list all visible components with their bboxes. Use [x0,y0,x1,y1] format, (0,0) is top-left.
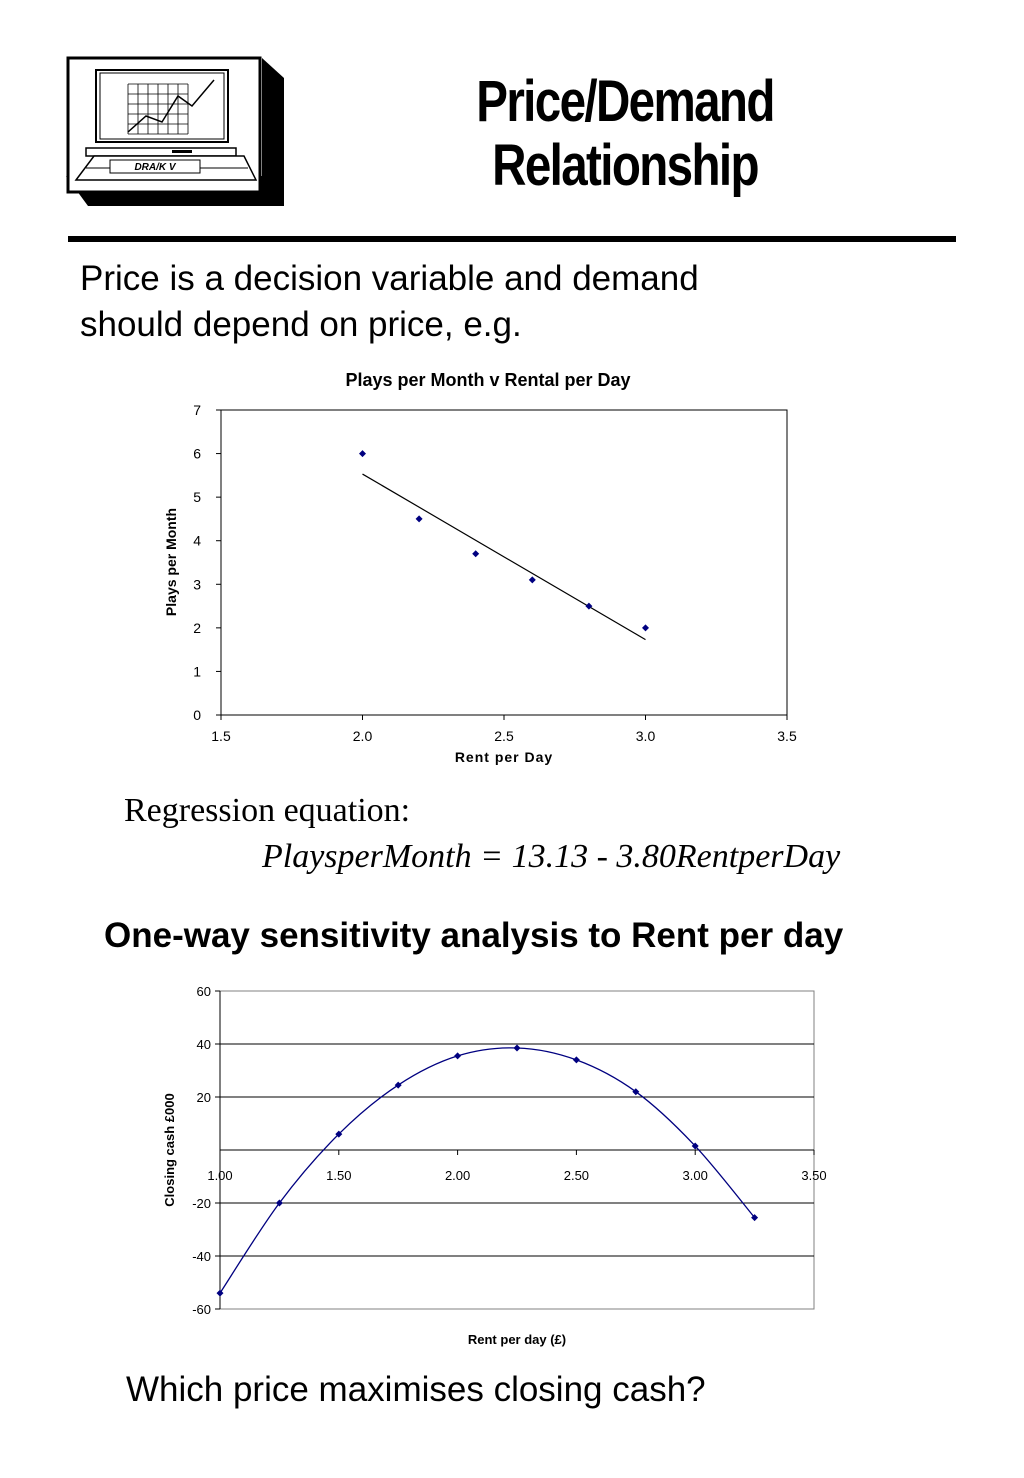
regression-equation: PlaysperMonth = 13.13 - 3.80RentperDay [262,838,841,875]
chart2-ytick-label: 40 [196,1037,211,1052]
line-chart [150,978,870,1358]
chart2-xtick-label: 1.50 [326,1168,352,1183]
chart2-xtick-label: 1.00 [207,1168,233,1183]
chart1-title: Plays per Month v Rental per Day [345,370,631,390]
intro-line-2: should depend on price, e.g. [80,305,522,344]
computer-logo-icon [66,56,288,214]
page-title [441,70,810,198]
chart2-ytick-label: -60 [192,1302,211,1317]
scatter-chart [150,362,870,782]
regression-label: Regression equation: [124,792,411,829]
chart1-ytick-label: 2 [193,619,201,636]
logo-label: DRA/K V [134,162,176,173]
chart2-xtick-label: 3.00 [682,1168,708,1183]
chart1-xtick-label: 2.0 [352,728,373,744]
header-divider [68,236,956,242]
chart2-ytick-label: -20 [192,1196,211,1211]
chart1-xlabel: Rent per Day [454,749,554,765]
chart1-ytick-label: 4 [193,532,201,549]
intro-text [80,256,840,348]
sensitivity-heading: One-way sensitivity analysis to Rent per day [104,916,844,955]
chart1-xtick-label: 2.5 [494,728,514,744]
chart2-ylabel: Closing cash £000 [162,1093,177,1207]
chart1-ytick-label: 3 [193,576,201,593]
chart1-xtick-label: 3.0 [635,728,656,744]
chart1-ytick-label: 7 [193,402,201,418]
scatter-chart-svg [150,362,870,782]
line-chart-svg [150,978,870,1358]
chart1-ylabel: Plays per Month [163,507,179,617]
page-title-line2: Relationship [492,133,758,198]
chart2-ytick-label: 20 [196,1090,211,1105]
chart2-ytick-label: 60 [196,984,211,999]
chart1-ytick-label: 0 [193,707,201,723]
chart2-ytick-label: -40 [192,1249,211,1264]
chart2-xlabel: Rent per day (£) [467,1332,567,1347]
closing-question: Which price maximises closing cash? [126,1370,706,1409]
intro-line-1: Price is a decision variable and demand [80,259,699,298]
chart1-ytick-label: 5 [193,489,201,506]
chart1-xtick-label: 3.5 [777,728,797,744]
page-title-line1: Price/Demand [476,69,774,134]
chart1-ytick-label: 1 [193,663,201,680]
chart1-xtick-label: 1.5 [211,728,231,744]
chart2-xtick-label: 3.50 [801,1168,827,1183]
logo [66,56,288,214]
chart2-xtick-label: 2.00 [444,1168,471,1183]
chart1-plot-area [221,410,787,715]
chart2-xtick-label: 2.50 [563,1168,590,1183]
chart1-ytick-label: 6 [193,445,201,462]
